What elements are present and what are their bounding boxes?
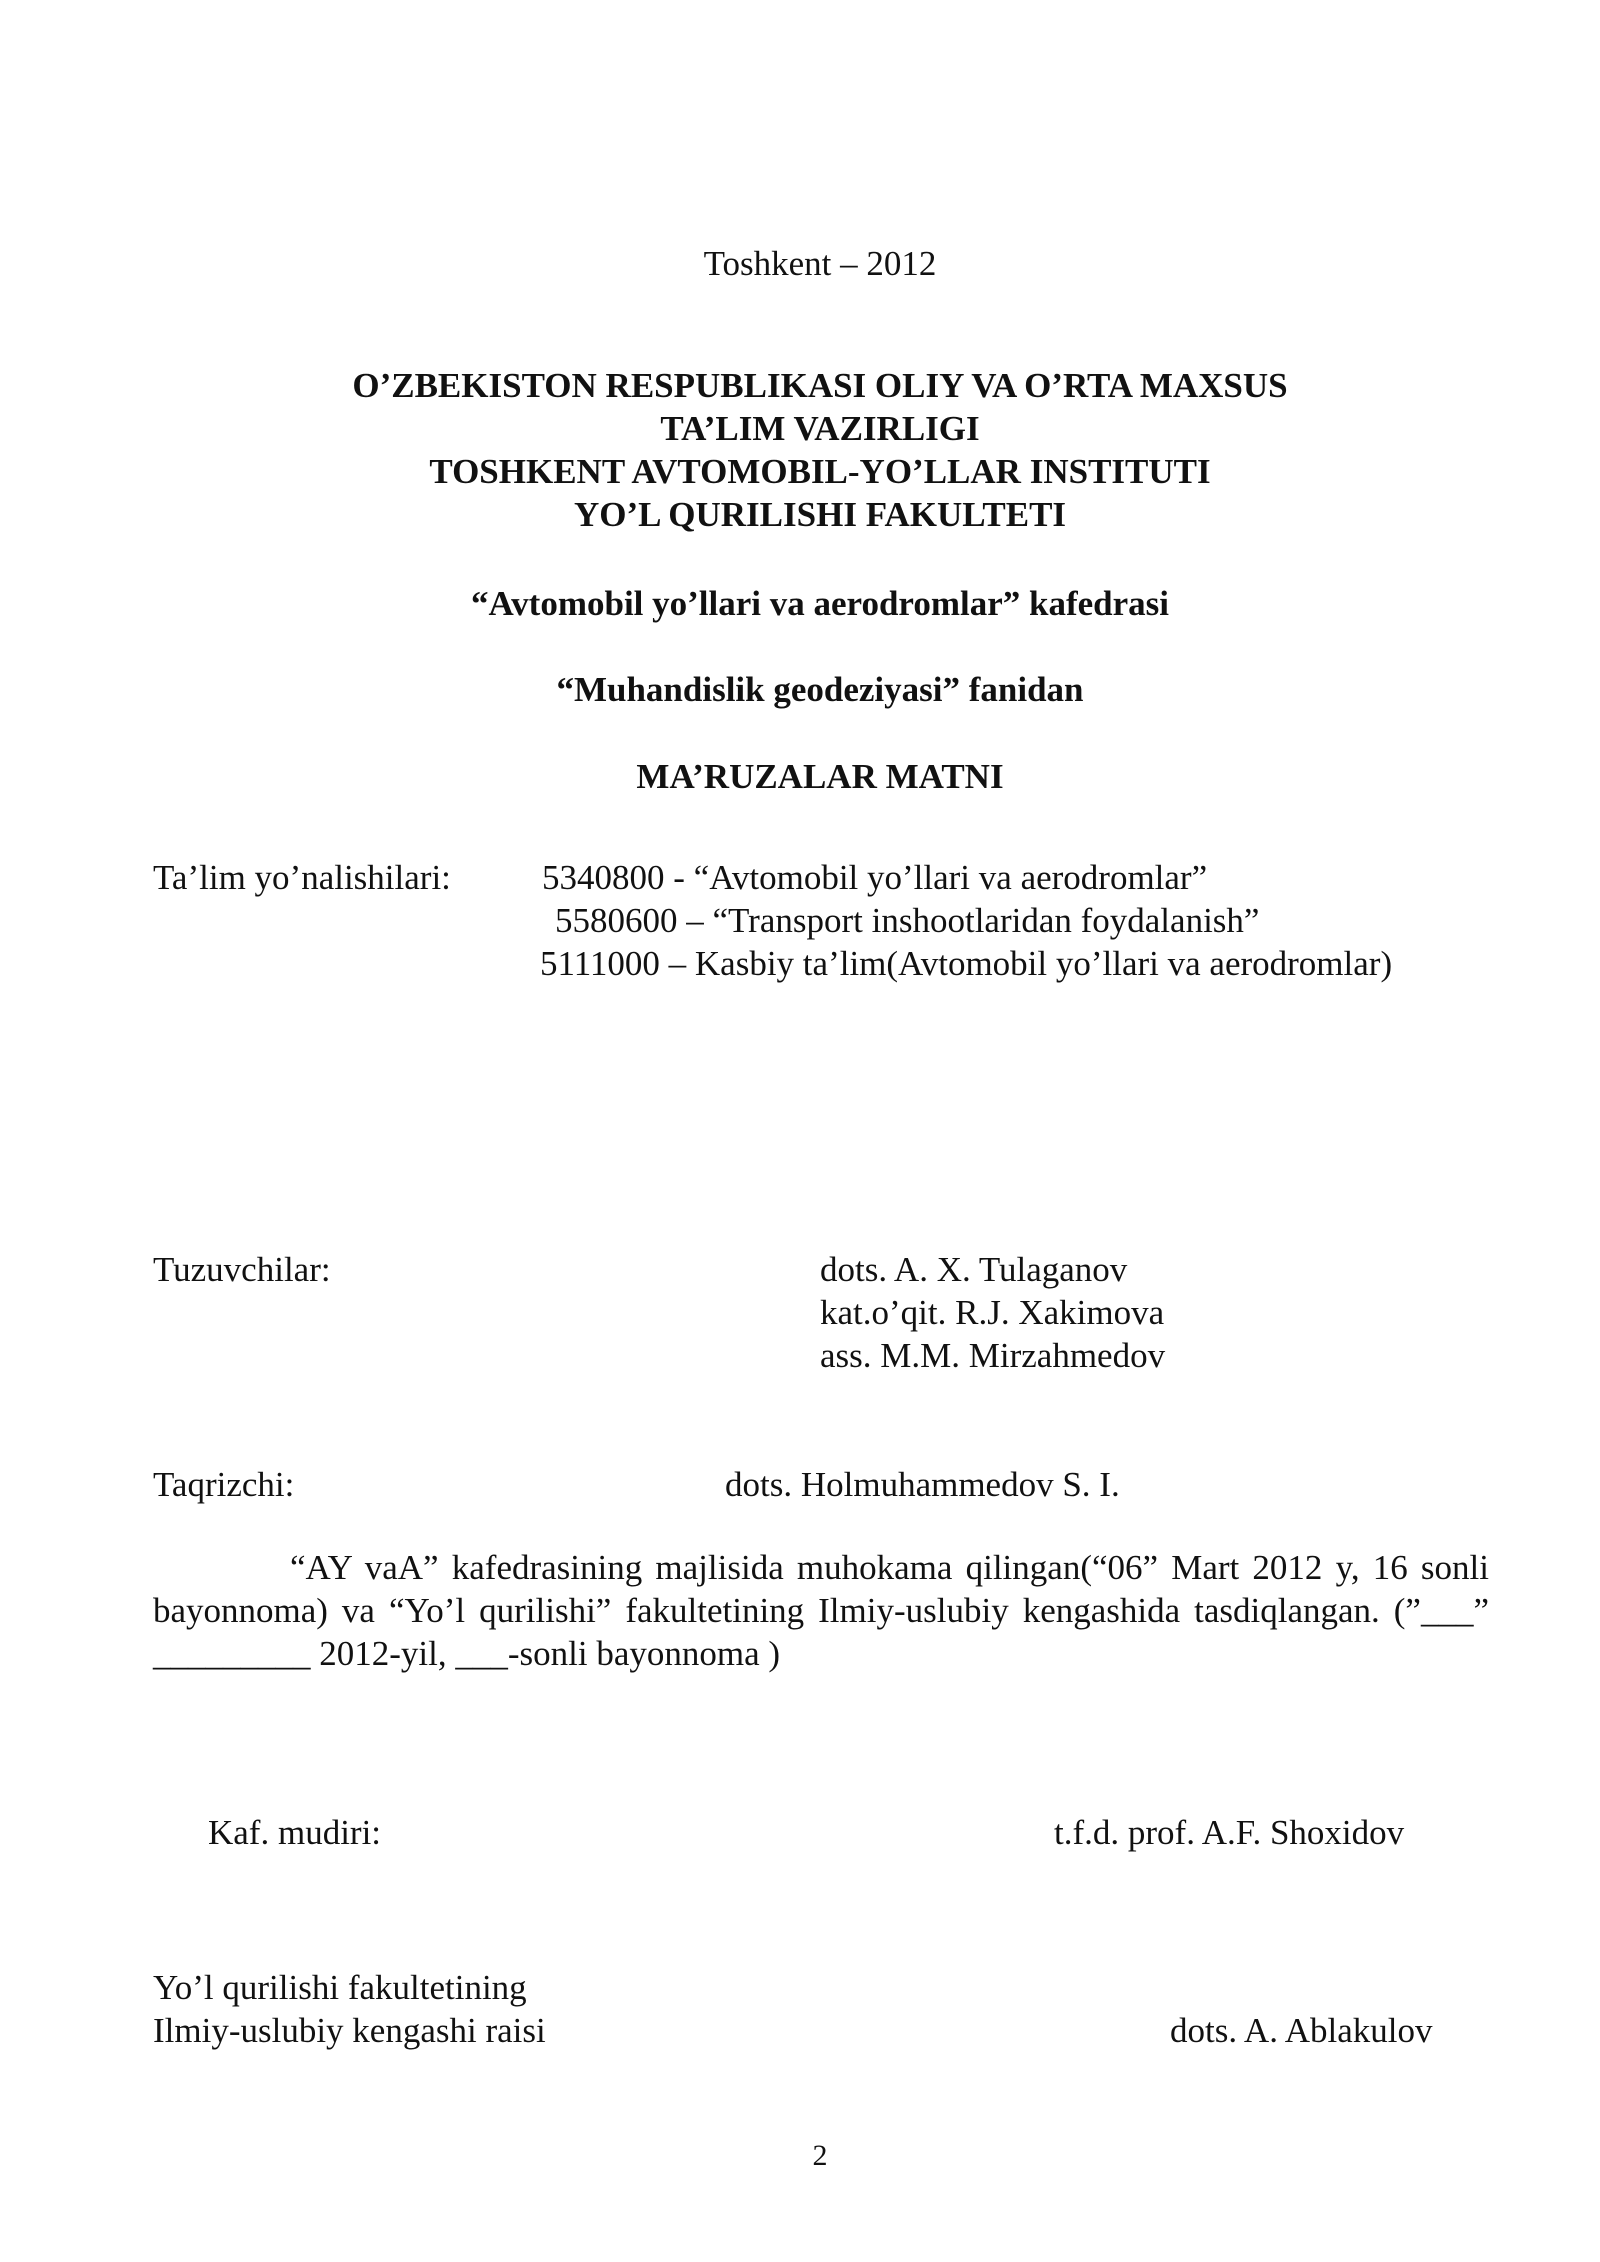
reviewer-label: Taqrizchi: [153, 1465, 295, 1504]
approval-text: “AY vaA” kafedrasining majlisida muhokama qilingan(“06” Mart 2012 y, 16 sonli bayonnoma) va “Yo’l qurilishi” fakultetining Ilmiy-uslubiy kengashida tasdiqlangan. (”___” _________ 2012-yil, ___-sonli bayonnoma ) [153, 1548, 1489, 1673]
council-label-line2: Ilmiy-uslubiy kengashi raisi [153, 2011, 546, 2050]
direction-item: 5580600 – “Transport inshootlaridan foydalanish” [555, 901, 1260, 940]
direction-item: 5111000 – Kasbiy ta’lim(Avtomobil yo’llari va aerodromlar) [540, 944, 1393, 983]
document-title: MA’RUZALAR MATNI [636, 757, 1004, 796]
council-chair-name: dots. A. Ablakulov [1170, 2011, 1433, 2050]
page-number: 2 [812, 2139, 828, 2172]
council-label-line1: Yo’l qurilishi fakultetining [153, 1968, 527, 2007]
header-line: TA’LIM VAZIRLIGI [660, 409, 980, 448]
reviewer-name: dots. Holmuhammedov S. I. [725, 1465, 1120, 1504]
department-name: “Avtomobil yo’llari va aerodromlar” kafedrasi [471, 584, 1169, 623]
ministry-header [0, 364, 1600, 536]
authors-label: Tuzuvchilar: [153, 1250, 331, 1289]
author-name: kat.o’qit. R.J. Xakimova [820, 1293, 1165, 1332]
approval-paragraph [153, 1546, 1489, 1675]
header-line: TOSHKENT AVTOMOBIL-YO’LLAR INSTITUTI [429, 452, 1211, 491]
head-of-dept-label: Kaf. mudiri: [208, 1813, 382, 1852]
author-name: ass. M.M. Mirzahmedov [820, 1336, 1166, 1375]
city-year: Toshkent – 2012 [703, 244, 937, 283]
directions-label: Ta’lim yo’nalishilari: [153, 858, 451, 897]
header-line: YO’L QURILISHI FAKULTETI [573, 495, 1067, 534]
header-line: O’ZBEKISTON RESPUBLIKASI OLIY VA O’RTA MAXSUS [352, 366, 1288, 405]
direction-item: 5340800 - “Avtomobil yo’llari va aerodromlar” [542, 858, 1208, 897]
subject-name: “Muhandislik geodeziyasi” fanidan [556, 670, 1084, 709]
author-name: dots. A. X. Tulaganov [820, 1250, 1128, 1289]
head-of-dept-name: t.f.d. prof. A.F. Shoxidov [1054, 1813, 1405, 1852]
